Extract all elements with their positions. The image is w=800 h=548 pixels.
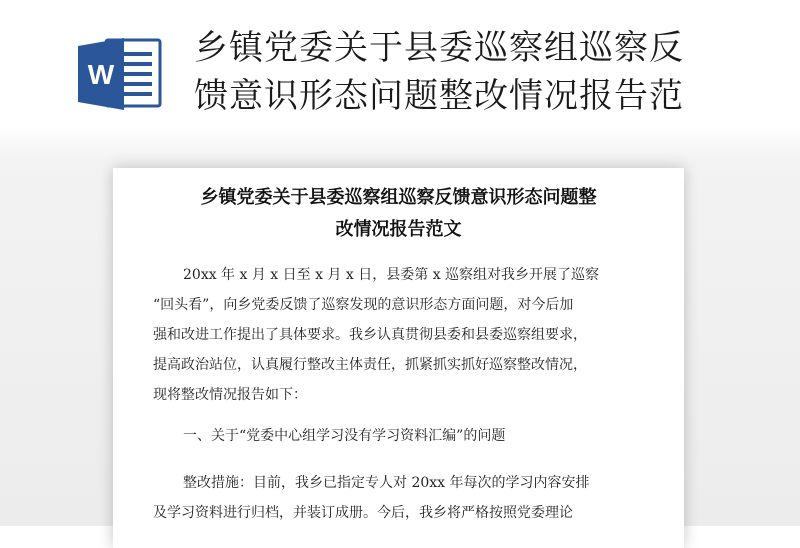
paragraph-line: 整改措施：目前，我乡已指定专人对 20xx 年每次的学习内容安排: [183, 475, 590, 491]
section-heading: 一、关于“党委中心组学习没有学习资料汇编”的问题: [183, 428, 506, 444]
document-title: [113, 182, 684, 246]
paragraph-line: 及学习资料进行归档，并装订成册。今后，我乡将严格按照党委理论: [153, 505, 573, 521]
word-document-icon: [76, 34, 164, 112]
document-title-line-1: 乡镇党委关于县委巡察组巡察反馈意识形态问题整: [200, 187, 597, 208]
paragraph-line: 20xx 年 x 月 x 日至 x 月 x 日，县委第 x 巡察组对我乡开展了巡察: [183, 267, 600, 283]
word-icon-letter: W: [87, 59, 115, 90]
paragraph-line: “回头看”，向乡党委反馈了巡察发现的意识形态方面问题，对今后加: [153, 297, 574, 313]
banner-title: [194, 24, 714, 120]
banner-title-line-1: 乡镇党委关于县委巡察组巡察反: [194, 28, 684, 68]
banner-header: [0, 0, 800, 150]
document-body: [153, 260, 653, 528]
paragraph-line: 提高政治站位，认真履行整改主体责任，抓紧抓实抓好巡察整改情况，: [153, 357, 587, 373]
banner-title-line-2: 馈意识形态问题整改情况报告范: [194, 76, 684, 116]
document-title-line-2: 改情况报告范文: [335, 219, 462, 240]
paragraph-line: 现将整改情况报告如下：: [153, 387, 307, 403]
paragraph-line: 强和改进工作提出了具体要求。我乡认真贯彻县委和县委巡察组要求，: [153, 327, 587, 343]
document-page: [113, 168, 684, 548]
